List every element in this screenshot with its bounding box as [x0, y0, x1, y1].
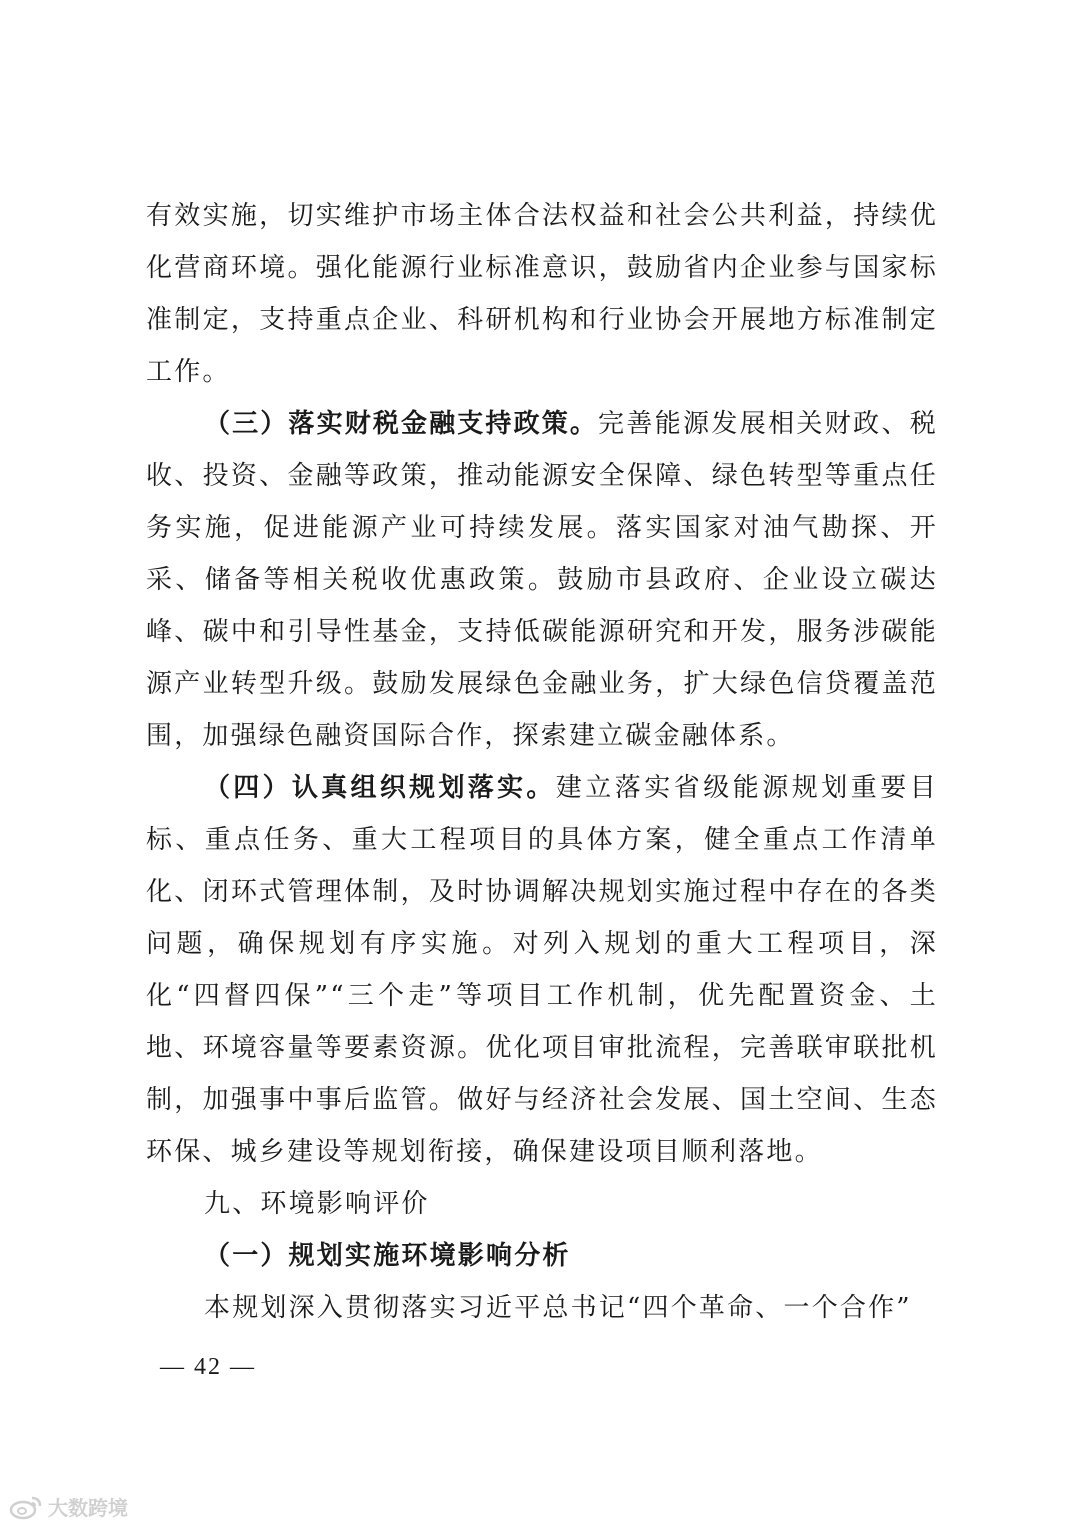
- paragraph-implementation-heading: （四）认真组织规划落实。: [204, 773, 556, 803]
- paragraph-standards: 有效实施，切实维护市场主体合法权益和社会公共利益，持续优化营商环境。强化能源行业标准意识，鼓励省内企业参与国家标准制定，支持重点企业、科研机构和行业协会开展地方标准制定工作。: [146, 201, 938, 387]
- section-title: 九、环境影响评价: [204, 1189, 430, 1219]
- watermark: [8, 1492, 128, 1521]
- page-content: [146, 190, 938, 1334]
- paragraph-implementation: [146, 762, 938, 1178]
- paragraph-fiscal-policy: [146, 398, 938, 762]
- paragraph-fiscal-policy-heading: （三）落实财税金融支持政策。: [204, 409, 599, 439]
- section-subtitle: （一）规划实施环境影响分析: [204, 1241, 571, 1271]
- watermark-text: 大数跨境: [48, 1496, 128, 1520]
- page-number: — 42 —: [160, 1354, 256, 1380]
- weibo-logo-icon: [8, 1494, 44, 1520]
- paragraph-fiscal-policy-body: 完善能源发展相关财政、税收、投资、金融等政策，推动能源安全保障、绿色转型等重点任务实施，促进能源产业可持续发展。落实国家对油气勘探、开采、储备等相关税收优惠政策。鼓励市县政府、企业设立碳达峰、碳中和引导性基金，支持低碳能源研究和开发，服务涉碳能源产业转型升级。鼓励发展绿色金融业务，扩大绿色信贷覆盖范围，加强绿色融资国际合作，探索建立碳金融体系。: [146, 409, 938, 751]
- paragraph-implementation-body: 建立落实省级能源规划重要目标、重点任务、重大工程项目的具体方案，健全重点工作清单化、闭环式管理体制，及时协调解决规划实施过程中存在的各类问题，确保规划有序实施。对列入规划的重大工程项目，深化“四督四保”“三个走”等项目工作机制，优先配置资金、土地、环境容量等要素资源。优化项目审批流程，完善联审联批机制，加强事中事后监管。做好与经济社会发展、国土空间、生态环保、城乡建设等规划衔接，确保建设项目顺利落地。: [146, 773, 938, 1167]
- section-intro: 本规划深入贯彻落实习近平总书记“四个革命、一个合作”: [204, 1293, 912, 1323]
